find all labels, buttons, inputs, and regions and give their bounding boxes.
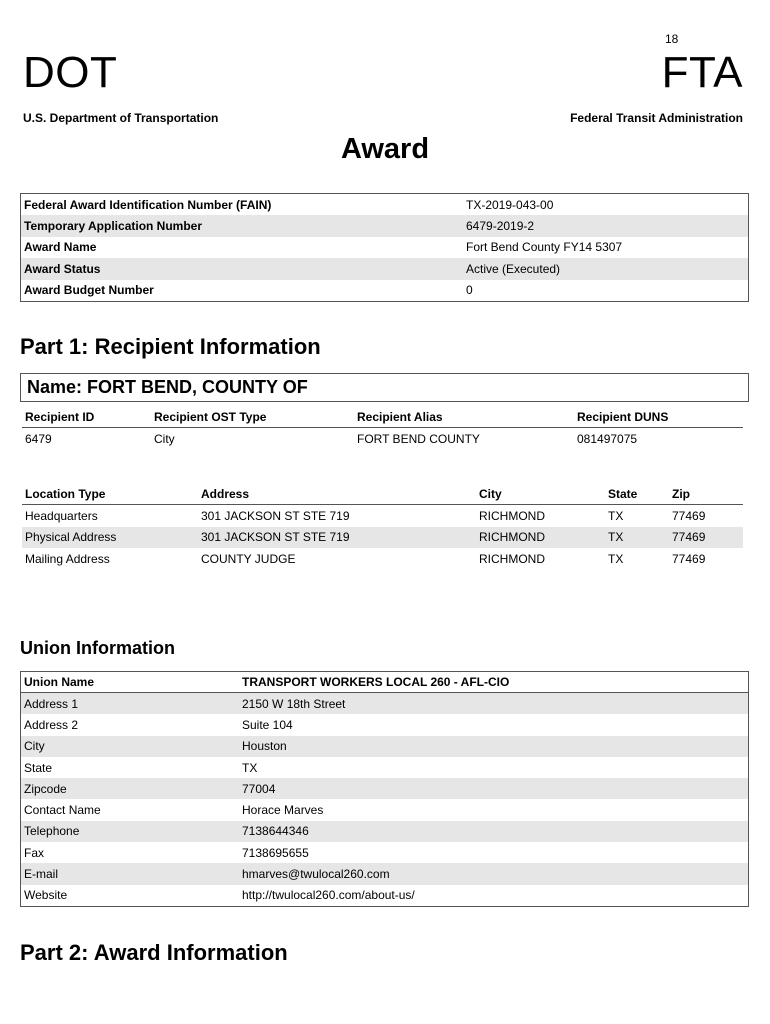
fta-agency-name: Federal Transit Administration (570, 111, 743, 125)
table-row (21, 778, 748, 799)
column-header: Location Type (25, 487, 106, 501)
column-header: Recipient Alias (357, 410, 443, 424)
union-field-value: TX (242, 760, 258, 775)
union-field-value: Horace Marves (242, 803, 324, 818)
recipient-duns: 081497075 (577, 431, 638, 446)
union-field-value: 77004 (242, 781, 276, 796)
union-table (20, 671, 749, 907)
table-row (21, 215, 748, 236)
location-city: RICHMOND (479, 551, 545, 566)
union-field-value: 7138695655 (242, 845, 309, 860)
award-status-label: Award Status (24, 261, 101, 276)
column-header: Recipient OST Type (154, 410, 267, 424)
table-row (21, 693, 748, 714)
award-budget-number-value: 0 (466, 283, 473, 298)
dot-agency-name: U.S. Department of Transportation (23, 111, 219, 125)
location-state: TX (608, 530, 624, 545)
page-title: Award (340, 133, 430, 165)
union-field-label: Zipcode (24, 781, 67, 796)
fain-label: Federal Award Identification Number (FAIN) (24, 197, 272, 212)
dot-logo: DOT (23, 48, 118, 97)
recipient-ost-type: City (154, 431, 175, 446)
union-field-label: Fax (24, 845, 45, 860)
temp-app-number-label: Temporary Application Number (24, 219, 203, 234)
location-state: TX (608, 551, 624, 566)
table-row (21, 842, 748, 863)
recipient-alias: FORT BEND COUNTY (357, 431, 480, 446)
union-field-value: hmarves@twulocal260.com (242, 867, 390, 882)
column-header: Zip (672, 487, 690, 501)
location-address: 301 JACKSON ST STE 719 (201, 530, 350, 545)
table-row (21, 194, 748, 215)
table-header (21, 672, 748, 693)
column-header: Recipient DUNS (577, 410, 669, 424)
union-field-label: Address 1 (24, 696, 79, 711)
location-type: Headquarters (25, 508, 98, 523)
recipient-id: 6479 (25, 431, 52, 446)
table-row (21, 237, 748, 258)
table-row (21, 885, 748, 906)
union-field-value: Suite 104 (242, 717, 293, 732)
table-row (22, 428, 743, 450)
location-type: Physical Address (25, 530, 117, 545)
recipient-table (22, 407, 743, 450)
fta-logo: FTA (661, 48, 743, 97)
table-row (21, 258, 748, 279)
table-row (21, 863, 748, 884)
table-row (21, 799, 748, 820)
location-state: TX (608, 508, 624, 523)
table-row (22, 505, 743, 527)
table-header (22, 407, 743, 428)
location-zip: 77469 (672, 530, 706, 545)
union-field-label: Address 2 (24, 717, 79, 732)
page-number: 18 (665, 32, 679, 46)
union-name-label: Union Name (24, 675, 95, 689)
union-field-label: Contact Name (24, 803, 101, 818)
award-budget-number-label: Award Budget Number (24, 283, 154, 298)
part2-heading: Part 2: Award Information (20, 940, 288, 965)
location-zip: 77469 (672, 508, 706, 523)
award-name-value: Fort Bend County FY14 5307 (466, 240, 623, 255)
union-field-label: E-mail (24, 867, 59, 882)
location-table (22, 484, 743, 570)
table-row (21, 757, 748, 778)
recipient-name: Name: FORT BEND, COUNTY OF (20, 373, 749, 402)
fain-value: TX-2019-043-00 (466, 197, 554, 212)
location-type: Mailing Address (25, 551, 110, 566)
award-name-label: Award Name (24, 240, 97, 255)
location-zip: 77469 (672, 551, 706, 566)
award-summary-table (20, 193, 749, 302)
column-header: Recipient ID (25, 410, 95, 424)
location-city: RICHMOND (479, 530, 545, 545)
union-field-label: Website (24, 888, 68, 903)
union-heading: Union Information (20, 638, 175, 658)
location-city: RICHMOND (479, 508, 545, 523)
temp-app-number-value: 6479-2019-2 (466, 219, 535, 234)
union-field-value: Houston (242, 739, 287, 754)
column-header: Address (201, 487, 250, 501)
location-address: COUNTY JUDGE (201, 551, 296, 566)
table-row (21, 280, 748, 301)
location-address: 301 JACKSON ST STE 719 (201, 508, 350, 523)
union-name-value: TRANSPORT WORKERS LOCAL 260 - AFL-CIO (242, 675, 510, 689)
union-field-value: 2150 W 18th Street (242, 696, 346, 711)
table-row (22, 548, 743, 570)
table-row (22, 527, 743, 549)
table-header (22, 484, 743, 505)
union-field-value: 7138644346 (242, 824, 309, 839)
table-row (21, 821, 748, 842)
table-row (21, 736, 748, 757)
part1-heading: Part 1: Recipient Information (20, 334, 321, 359)
column-header: City (479, 487, 502, 501)
table-row (21, 714, 748, 735)
union-field-label: City (24, 739, 45, 754)
union-field-label: State (24, 760, 53, 775)
union-field-label: Telephone (24, 824, 80, 839)
column-header: State (608, 487, 638, 501)
award-status-value: Active (Executed) (466, 261, 561, 276)
union-field-value: http://twulocal260.com/about-us/ (242, 888, 415, 903)
